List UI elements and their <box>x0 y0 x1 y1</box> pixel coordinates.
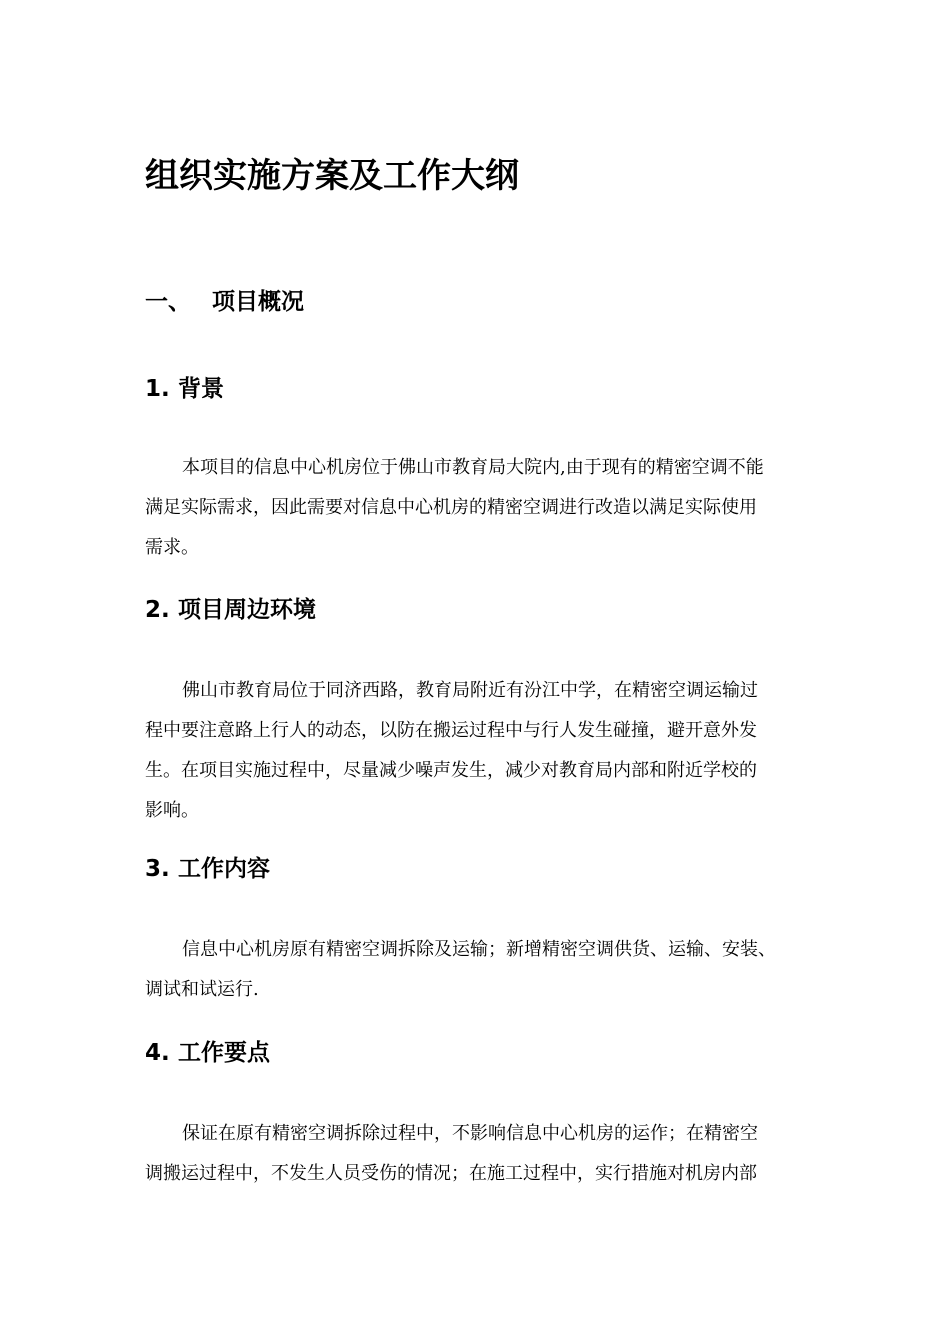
section-heading-overview <box>145 284 304 320</box>
paragraph-line: 佛山市教育局位于同济西路，教育局附近有汾江中学，在精密空调运输过 <box>182 680 758 701</box>
subheading-surroundings <box>145 592 316 628</box>
subheading-title: 背景 <box>178 376 224 402</box>
paragraph-line: 保证在原有精密空调拆除过程中，不影响信息中心机房的运作；在精密空 <box>182 1123 758 1144</box>
paragraph-line: 影响。 <box>145 800 199 821</box>
paragraph-line: 程中要注意路上行人的动态，以防在搬运过程中与行人发生碰撞，避开意外发 <box>145 720 757 741</box>
paragraph-line: 本项目的信息中心机房位于佛山市教育局大院内,由于现有的精密空调不能 <box>182 457 764 478</box>
paragraph-work-content <box>145 930 825 1010</box>
paragraph-key-points <box>145 1114 825 1194</box>
paragraph-line: 满足实际需求，因此需要对信息中心机房的精密空调进行改造以满足实际使用 <box>145 497 757 518</box>
subheading-title: 工作要点 <box>178 1040 270 1066</box>
subheading-background <box>145 371 224 407</box>
subheading-number: 1. <box>145 376 170 402</box>
subheading-number: 2. <box>145 597 170 623</box>
paragraph-line: 调搬运过程中，不发生人员受伤的情况；在施工过程中，实行措施对机房内部 <box>145 1163 757 1184</box>
subheading-number: 4. <box>145 1040 170 1066</box>
paragraph-surroundings <box>145 671 825 831</box>
section-number: 一、 <box>145 289 191 315</box>
paragraph-line: 生。在项目实施过程中，尽量减少噪声发生，减少对教育局内部和附近学校的 <box>145 760 757 781</box>
subheading-number: 3. <box>145 856 170 882</box>
paragraph-line: 调试和试运行. <box>145 979 259 1000</box>
subheading-key-points <box>145 1035 270 1071</box>
document-title: 组织实施方案及工作大纲 <box>145 156 519 196</box>
subheading-title: 工作内容 <box>178 856 270 882</box>
section-title: 项目概况 <box>212 289 304 315</box>
subheading-title: 项目周边环境 <box>178 597 316 623</box>
subheading-work-content <box>145 851 270 887</box>
paragraph-background <box>145 448 825 568</box>
paragraph-line: 信息中心机房原有精密空调拆除及运输；新增精密空调供货、运输、安装、 <box>182 939 776 960</box>
paragraph-line: 需求。 <box>145 537 199 558</box>
